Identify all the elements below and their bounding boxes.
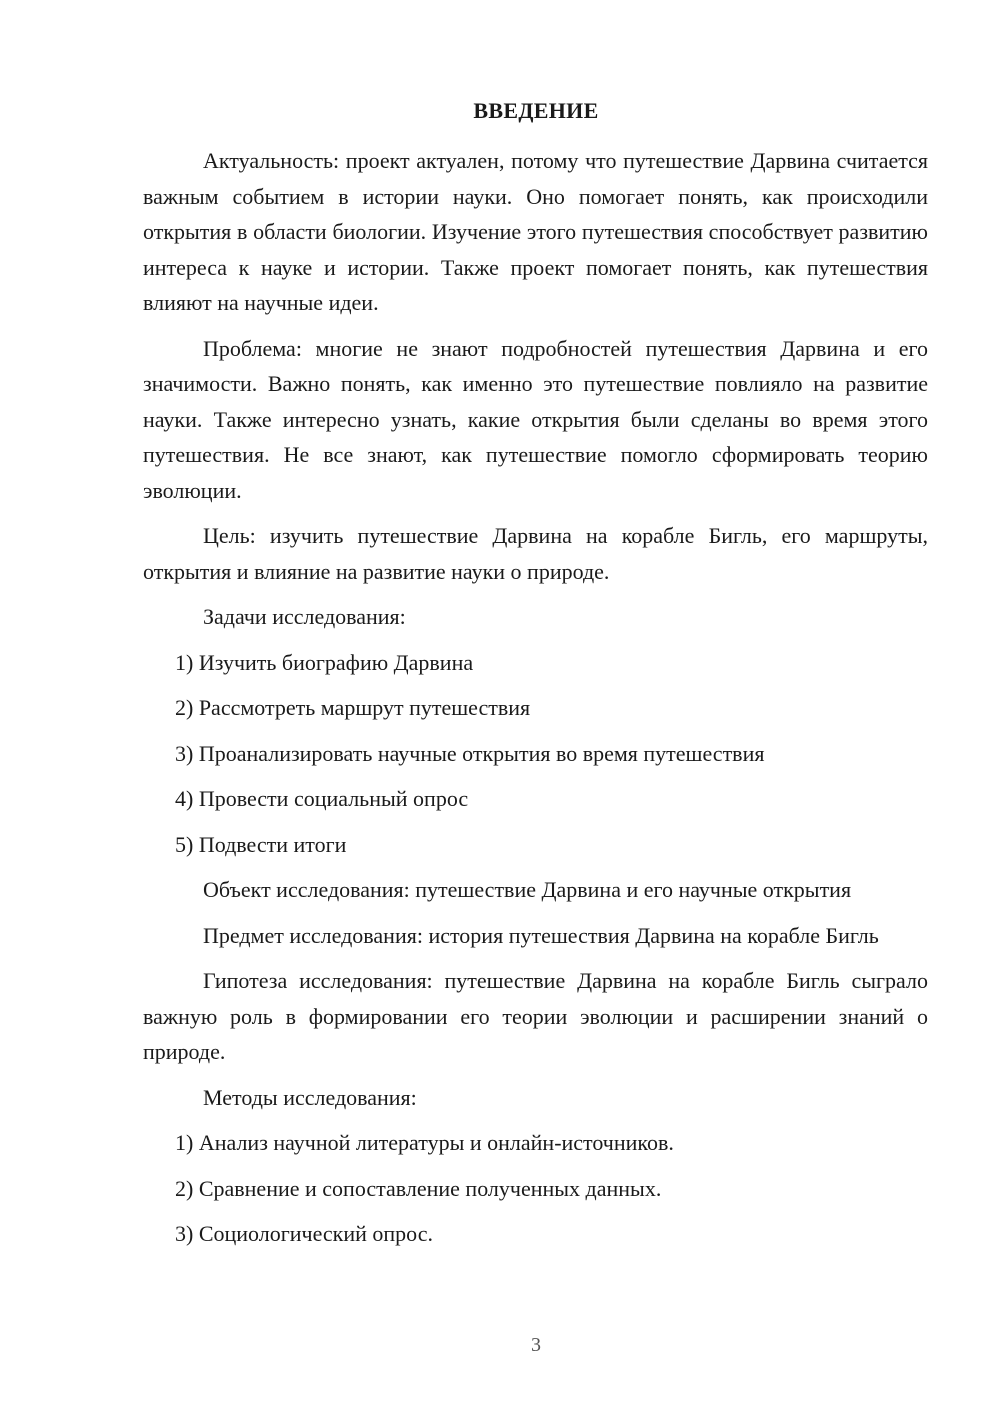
task-item: 1) Изучить биографию Дарвина — [175, 649, 474, 675]
method-item: 2) Сравнение и сопоставление полученных данных. — [175, 1175, 662, 1201]
subject-paragraph: Предмет исследования: история путешествия Дарвина на корабле Бигль — [203, 922, 879, 948]
task-item: 3) Проанализировать научные открытия во время путешествия — [175, 740, 765, 766]
task-item: 4) Провести социальный опрос — [175, 786, 469, 811]
methods-heading: Методы исследования: — [203, 1084, 417, 1110]
hypothesis-paragraph: Гипотеза исследования: путешествие Дарвина на корабле Бигль сыграло важную роль в формировании его теории эволюции и расширении знаний о природе. — [143, 968, 928, 1064]
goal-paragraph: Цель: изучить путешествие Дарвина на корабле Бигль, его маршруты, открытия и влияние на развитие науки о природе. — [143, 523, 928, 584]
document-body — [143, 143, 928, 1262]
methods-list — [143, 1125, 928, 1252]
task-item: 2) Рассмотреть маршрут путешествия — [175, 695, 531, 720]
tasks-heading: Задачи исследования: — [203, 604, 406, 629]
tasks-list — [143, 645, 928, 863]
method-item: 3) Социологический опрос. — [175, 1221, 433, 1246]
page-number: 3 — [531, 1334, 541, 1356]
page-title: ВВЕДЕНИЕ — [473, 98, 599, 123]
method-item: 1) Анализ научной литературы и онлайн-источников. — [175, 1130, 674, 1155]
object-paragraph: Объект исследования: путешествие Дарвина и его научные открытия — [203, 877, 852, 902]
problem-paragraph: Проблема: многие не знают подробностей путешествия Дарвина и его значимости. Важно понять, как именно это путешествие повлияло на развитие науки. Также интересно узнать, какие открытия были сделаны во время этого путешествия. Не все знают, как путешествие помогло сформировать теорию эволюции. — [143, 335, 928, 503]
task-item: 5) Подвести итоги — [175, 831, 347, 857]
relevance-paragraph: Актуальность: проект актуален, потому что путешествие Дарвина считается важным событием в истории науки. Оно помогает понять, как происходили открытия в области биологии. Изучение этого путешествия способствует развитию интереса к науке и истории. Также проект помогает понять, как путешествия влияют на научные идеи. — [143, 148, 928, 315]
